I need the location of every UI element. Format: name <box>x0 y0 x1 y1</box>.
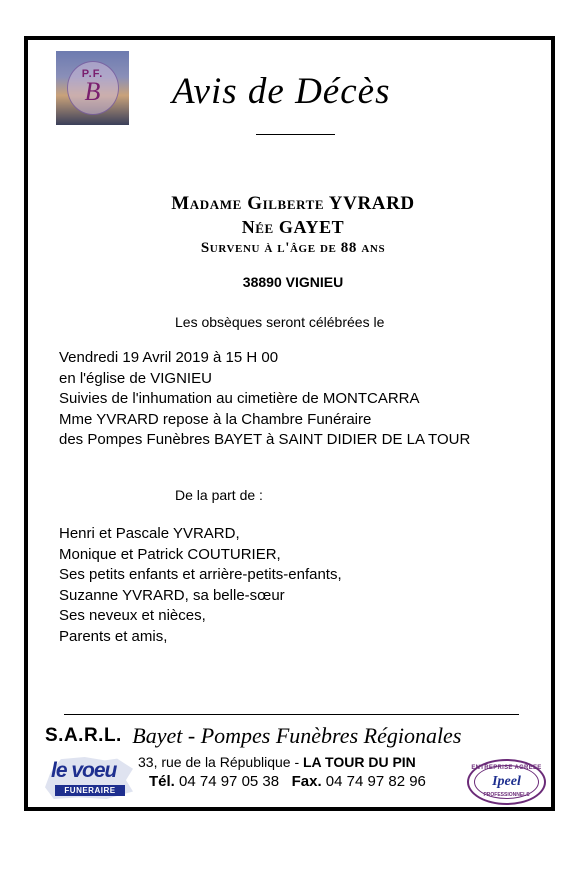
funeral-details <box>59 348 470 451</box>
logo-initials: P.F. <box>81 68 104 80</box>
funeral-intro: Les obsèques seront célébrées le <box>175 314 385 330</box>
family-line: Parents et amis, <box>59 627 168 645</box>
le-voeu-text: le voeu <box>51 759 117 782</box>
funeral-line: Mme YVRARD repose à la Chambre Funéraire <box>59 410 372 428</box>
funeral-line: en l'église de VIGNIEU <box>59 369 212 387</box>
funeral-line: Vendredi 19 Avril 2019 à 15 H 00 <box>59 349 279 366</box>
approved-business-seal <box>467 759 546 805</box>
footer-divider <box>64 714 519 715</box>
maiden-name: Née GAYET <box>241 217 345 237</box>
fax-number: 04 74 97 82 96 <box>321 773 426 790</box>
age-line: Survenu à l'âge de 88 ans <box>200 240 386 256</box>
tel-number: 04 74 97 05 38 <box>174 773 280 790</box>
seal-mid-text: Ipeel <box>492 774 521 789</box>
family-line: Monique et Patrick COUTURIER, <box>59 545 281 563</box>
tel-label: Tél. <box>149 773 175 790</box>
le-voeu-funeraire-logo <box>45 757 134 799</box>
company-name: Bayet - Pompes Funèbres Régionales <box>132 723 462 748</box>
seal-top-text: ENTREPRISE AGREEE <box>471 765 542 771</box>
logo-letter: B <box>84 77 101 106</box>
notice-title: Avis de Décès <box>172 71 391 112</box>
family-line: Ses neveux et nièces, <box>59 607 206 624</box>
family-line: Ses petits enfants et arrière-petits-enfants, <box>59 566 342 583</box>
family-line: Suzanne YVRARD, sa belle-sœur <box>59 586 285 604</box>
deceased-name: Madame Gilberte YVRARD <box>171 193 415 214</box>
company-line <box>45 723 461 749</box>
title-divider <box>256 134 335 135</box>
family-list <box>59 524 342 647</box>
funeral-line: Suivies de l'inhumation au cimetière de MONTCARRA <box>59 390 420 407</box>
funeral-line: des Pompes Funèbres BAYET à SAINT DIDIER DE LA TOUR <box>59 431 471 448</box>
family-line: Henri et Pascale YVRARD, <box>59 525 240 542</box>
address-city: LA TOUR DU PIN <box>303 754 416 770</box>
seal-bottom-text: PROFESSIONNELS <box>483 792 530 798</box>
funeral-home-logo <box>56 51 129 125</box>
le-voeu-subtitle: FUNERAIRE <box>64 786 116 795</box>
fax-label: Fax. <box>291 773 322 790</box>
company-phones <box>149 773 426 790</box>
company-prefix: S.A.R.L. <box>45 725 122 746</box>
company-address <box>138 754 416 770</box>
town: 38890 VIGNIEU <box>242 274 344 290</box>
family-intro: De la part de : <box>175 487 263 503</box>
address-street: 33, rue de la République - <box>138 754 303 770</box>
